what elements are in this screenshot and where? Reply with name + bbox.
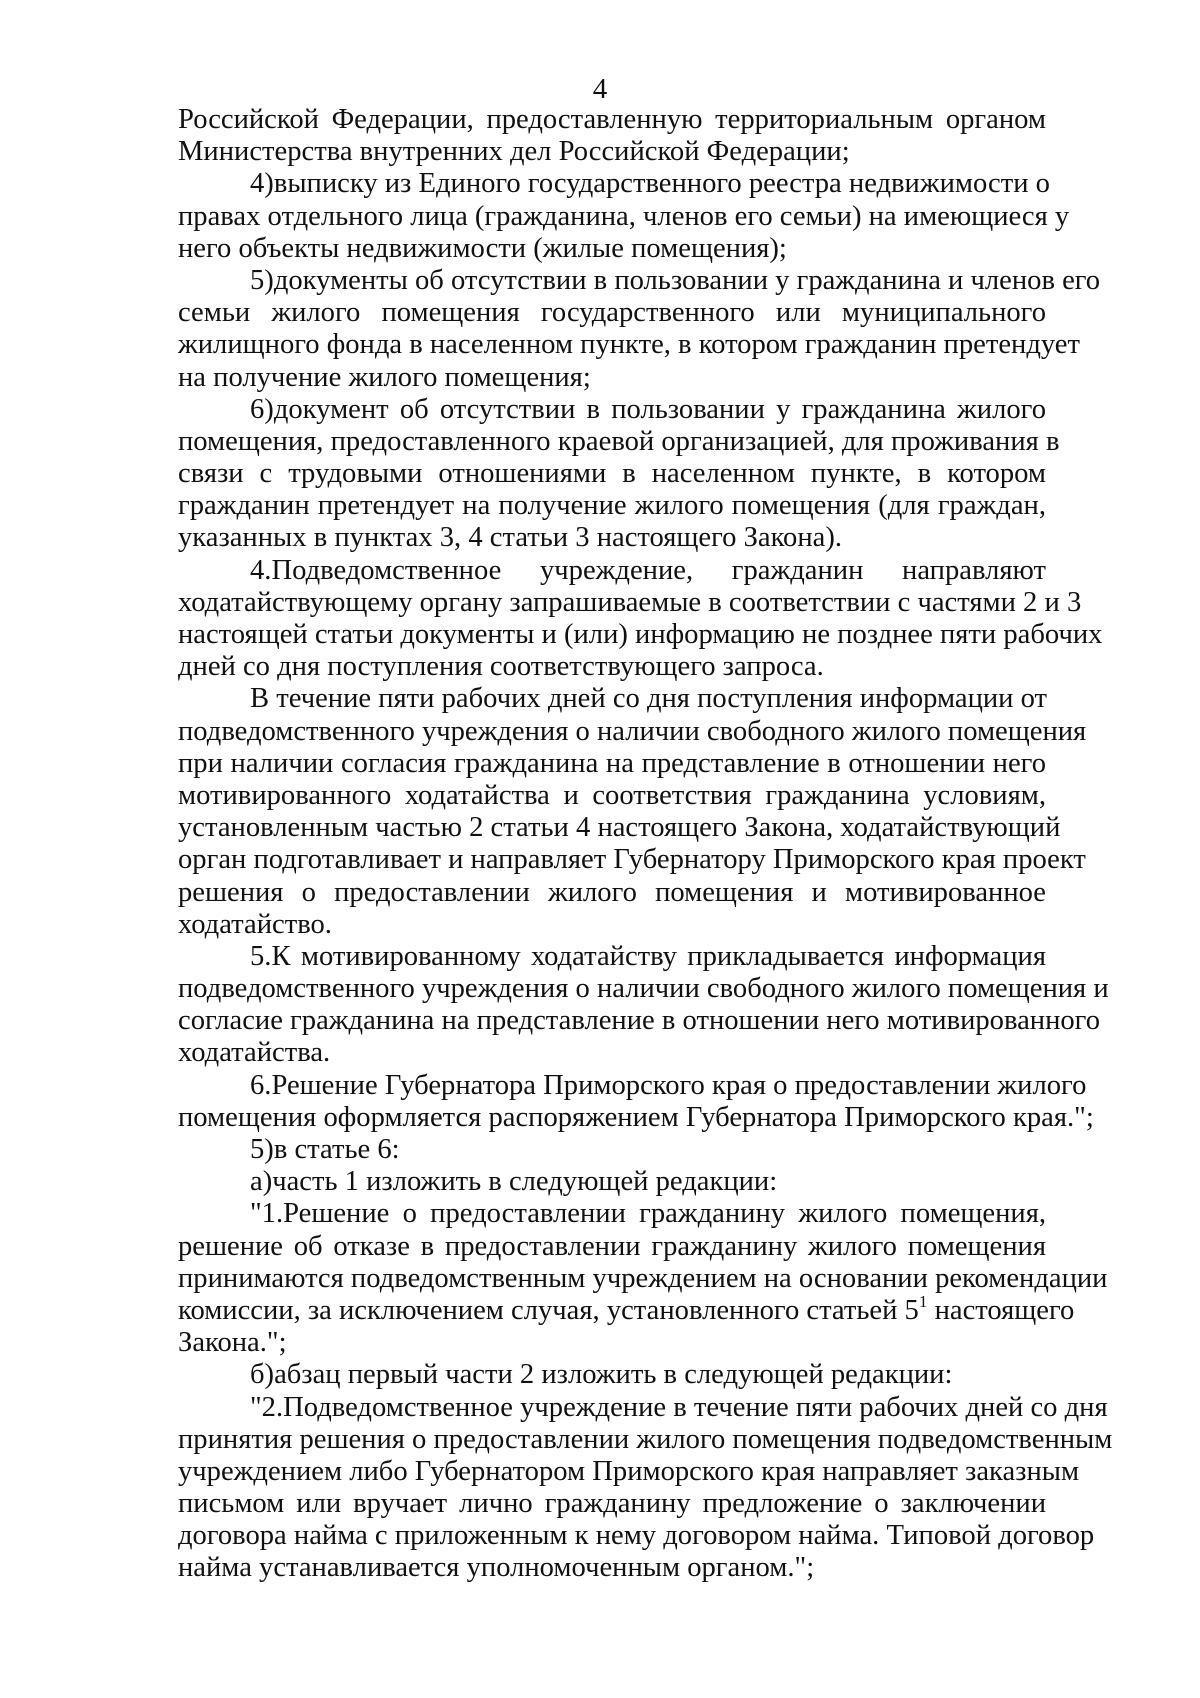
text-line-content: ходатайствующему органу запрашиваемые в соответствии с частями 2 и 3	[178, 586, 1082, 618]
text-line	[178, 1520, 1095, 1552]
page-number: 4	[592, 73, 608, 105]
text-line-content: б)абзац первый части 2 изложить в следующей редакции:	[250, 1359, 953, 1391]
text-line	[178, 1166, 1046, 1198]
text-line-content: согласие гражданина на представление в отношении него мотивированного	[178, 1005, 1100, 1037]
text-line	[178, 586, 1082, 619]
text-line-content: установленным частью 2 статьи 4 настоящего Закона, ходатайствующий	[178, 812, 1061, 844]
text-line	[178, 1455, 1080, 1488]
text-line-content: помещения оформляется распоряжением Губернатора Приморского края.";	[178, 1101, 1094, 1133]
text-line	[178, 522, 1046, 554]
text-line-content: ходатайства.	[178, 1037, 331, 1069]
text-line-content: на получение жилого помещения;	[178, 361, 591, 393]
text-line-content: Российской Федерации, предоставленную территориальным органом	[178, 104, 1046, 135]
text-line	[178, 619, 1103, 651]
document-body	[178, 104, 1113, 1585]
text-line	[178, 748, 1046, 780]
text-line	[178, 973, 1109, 1005]
text-line-content: жилищного фонда в населенном пункте, в котором гражданин претендует	[178, 329, 1080, 361]
text-line-content: указанных в пунктах 3, 4 статьи 3 настоящего Закона).	[178, 522, 842, 554]
text-line	[178, 877, 1046, 909]
text-line-content: договора найма с приложенным к нему договором найма. Типовой договор	[178, 1520, 1095, 1552]
text-line-content: решения о предоставлении жилого помещения и мотивированное	[178, 876, 1046, 908]
text-line	[178, 1005, 1100, 1037]
text-line-content: настоящей статьи документы и (или) информацию не позднее пяти рабочих	[178, 619, 1103, 650]
text-line-content: 4.Подведомственное учреждение, гражданин направляют	[250, 554, 1046, 586]
text-line-content: него объекты недвижимости (жилые помещения);	[178, 232, 787, 264]
text-line	[178, 136, 1046, 168]
text-line	[178, 1231, 1046, 1263]
text-line-content: дней со дня поступления соответствующего запроса.	[178, 651, 824, 683]
text-line	[178, 1069, 1087, 1102]
text-line	[178, 233, 1046, 265]
text-line-content: письмом или вручает лично гражданину предложение о заключении	[178, 1488, 1046, 1520]
text-line-content: помещения, предоставленного краевой организацией, для проживания в	[178, 425, 1060, 457]
text-line	[178, 1198, 1046, 1230]
text-line	[178, 394, 1046, 426]
text-line	[178, 264, 1101, 297]
text-line	[178, 844, 1086, 876]
text-line-content: семьи жилого помещения государственного или муниципального	[178, 297, 1046, 329]
text-line-content: орган подготавливает и направляет Губернатору Приморского края проект	[178, 844, 1086, 876]
text-line	[178, 1134, 1046, 1166]
text-line	[178, 1552, 1046, 1584]
text-line-content: подведомственного учреждения о наличии свободного жилого помещения и	[178, 973, 1109, 1005]
text-line-content: 5)документы об отсутствии в пользовании у гражданина и членов его	[250, 264, 1101, 296]
text-line	[178, 1423, 1113, 1456]
text-line	[178, 1262, 1108, 1295]
text-line	[178, 1037, 1046, 1069]
text-line-content: "2.Подведомственное учреждение в течение пяти рабочих дней со дня	[250, 1391, 1108, 1423]
text-line-content: ходатайство.	[178, 908, 332, 940]
text-line-content: найма устанавливается уполномоченным органом.";	[178, 1552, 815, 1584]
text-line	[178, 104, 1046, 136]
text-line-content: принятия решения о предоставлении жилого помещения подведомственным	[178, 1423, 1113, 1455]
text-line-content: 5.К мотивированному ходатайству прикладывается информация	[250, 940, 1046, 972]
text-line-content: при наличии согласия гражданина на представление в отношении него	[178, 747, 1046, 779]
text-line	[178, 941, 1046, 973]
text-line	[178, 362, 1046, 394]
text-line-content: решение об отказе в предоставлении гражданину жилого помещения	[178, 1230, 1046, 1262]
text-line	[178, 1391, 1108, 1424]
text-line	[178, 1327, 1046, 1359]
text-line-content: правах отдельного лица (гражданина, членов его семьи) на имеющиеся у	[178, 200, 1070, 232]
text-line-content-tail: настоящего	[927, 1294, 1075, 1326]
text-line	[178, 780, 1046, 812]
superscript: 1	[918, 1291, 928, 1311]
text-line-content: мотивированного ходатайства и соответствия гражданина условиям,	[178, 779, 1046, 811]
text-line	[178, 168, 1050, 200]
text-line-content: Закона.";	[178, 1327, 287, 1359]
text-line	[178, 1488, 1046, 1520]
text-line-content: "1.Решение о предоставлении гражданину жилого помещения,	[250, 1198, 1046, 1230]
text-line-content: В течение пяти рабочих дней со дня поступления информации от	[250, 683, 1048, 715]
text-line-content: 4)выписку из Единого государственного реестра недвижимости о	[250, 168, 1050, 200]
text-line-content: 6)документ об отсутствии в пользовании у гражданина жилого	[250, 393, 1046, 425]
text-line-content: 6.Решение Губернатора Приморского края о предоставлении жилого	[250, 1069, 1087, 1101]
text-line	[178, 715, 1087, 748]
text-line	[178, 329, 1080, 361]
text-line	[178, 683, 1046, 715]
text-line	[178, 812, 1061, 844]
text-line	[178, 555, 1046, 587]
text-line	[178, 1291, 1075, 1327]
text-line-content: связи с трудовыми отношениями в населенном пункте, в котором	[178, 458, 1046, 490]
text-line	[178, 1101, 1094, 1134]
text-line	[178, 490, 1046, 522]
text-line-content: 5)в статье 6:	[250, 1134, 400, 1165]
text-line	[178, 1359, 1046, 1391]
text-line-content: комиссии, за исключением случая, установленного статьей 5	[178, 1294, 919, 1326]
text-line-content: гражданин претендует на получение жилого помещения (для граждан,	[178, 490, 1046, 522]
text-line-content: а)часть 1 изложить в следующей редакции:	[250, 1166, 778, 1198]
text-line	[178, 297, 1046, 329]
text-line	[178, 200, 1070, 233]
text-line-content: Министерства внутренних дел Российской Федерации;	[178, 136, 850, 168]
text-line	[178, 425, 1060, 458]
text-line	[178, 909, 1046, 941]
text-line-content: учреждением либо Губернатором Приморского края направляет заказным	[178, 1455, 1080, 1487]
text-line-content: подведомственного учреждения о наличии свободного жилого помещения	[178, 715, 1087, 747]
text-line	[178, 458, 1046, 490]
text-line	[178, 651, 1046, 683]
text-line-content: принимаются подведомственным учреждением на основании рекомендации	[178, 1262, 1108, 1294]
